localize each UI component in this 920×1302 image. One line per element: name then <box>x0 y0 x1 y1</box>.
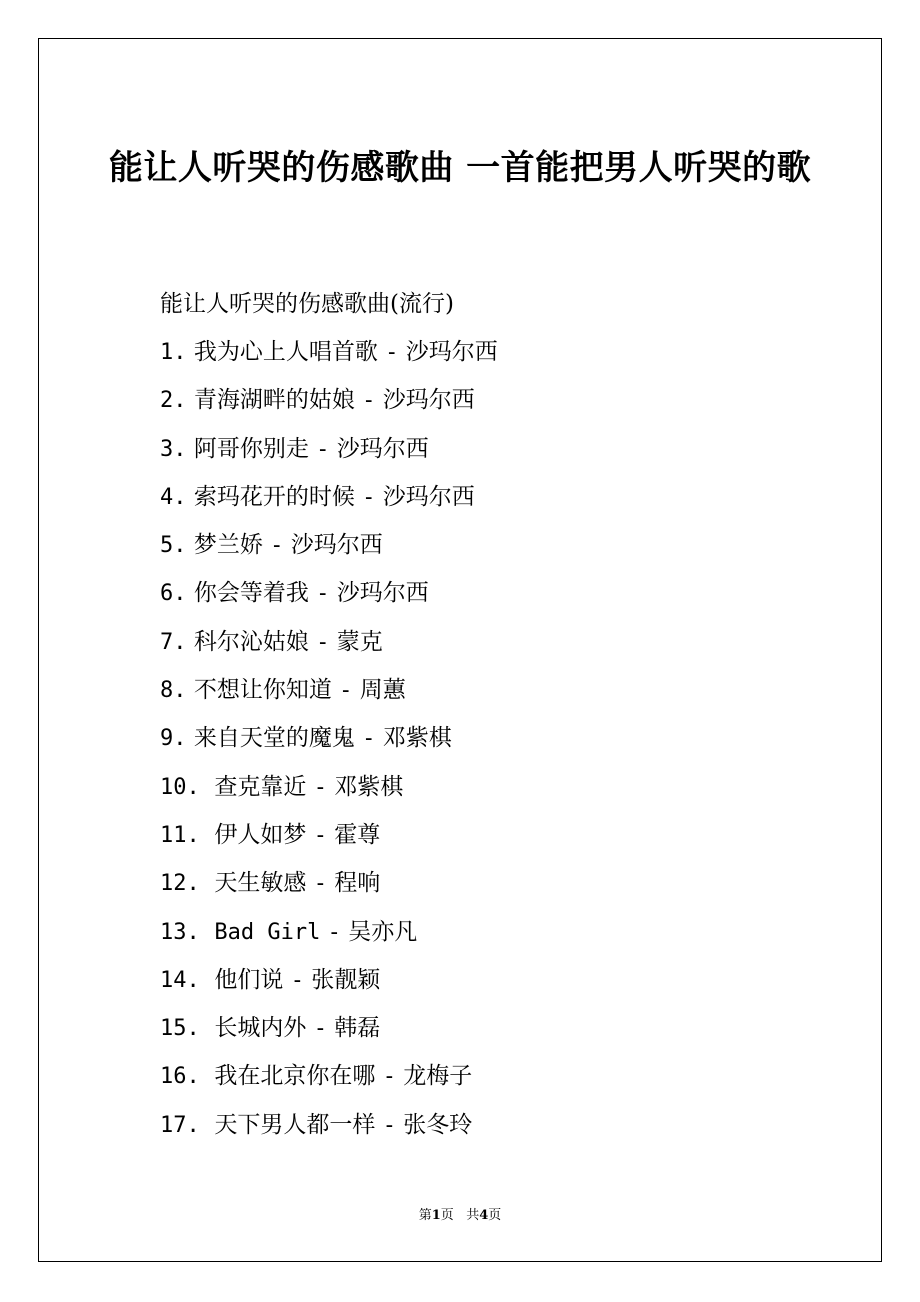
song-separator: - <box>362 726 376 752</box>
song-list-item <box>160 477 498 525</box>
song-title: 阿哥你别走 <box>193 435 309 462</box>
song-artist: 沙玛尔西 <box>336 435 429 462</box>
song-list-item <box>160 1008 498 1056</box>
song-artist: 程响 <box>334 870 381 897</box>
song-number: 6. <box>160 581 187 607</box>
song-artist: 沙玛尔西 <box>336 580 429 607</box>
song-title: 科尔沁姑娘 <box>193 628 309 655</box>
song-list-item <box>160 380 498 428</box>
song-separator: - <box>362 388 376 414</box>
song-artist: 龙梅子 <box>403 1063 473 1090</box>
song-title: 伊人如梦 <box>214 821 307 848</box>
song-title: 我为心上人唱首歌 <box>193 339 378 365</box>
list-heading: 能让人听哭的伤感歌曲(流行) <box>160 291 454 317</box>
footer-total-prefix: 共 <box>466 1208 480 1223</box>
song-number: 1. <box>160 340 187 365</box>
song-list-item <box>160 670 498 718</box>
song-artist: 邓紫棋 <box>382 725 452 752</box>
song-artist: 韩磊 <box>334 1015 381 1042</box>
song-number: 2. <box>160 388 187 414</box>
song-separator: - <box>313 822 327 848</box>
song-title: 查克靠近 <box>214 773 307 800</box>
song-separator: - <box>382 1112 396 1138</box>
song-separator: - <box>385 340 399 365</box>
song-artist: 蒙克 <box>336 628 383 655</box>
song-list <box>160 332 498 1153</box>
song-separator: - <box>313 774 327 800</box>
song-title: 我在北京你在哪 <box>214 1063 376 1090</box>
song-artist: 张靓颖 <box>311 966 381 993</box>
song-number: 13. <box>160 919 200 945</box>
footer-page-suffix: 页 <box>440 1208 454 1223</box>
song-title: 来自天堂的魔鬼 <box>193 725 355 752</box>
song-list-item <box>160 429 498 477</box>
song-number: 5. <box>160 533 187 559</box>
song-artist: 张冬玲 <box>403 1111 473 1138</box>
song-separator: - <box>316 581 330 607</box>
song-artist: 邓紫棋 <box>334 773 404 800</box>
page-footer <box>0 1206 920 1226</box>
song-list-item <box>160 863 498 911</box>
song-list-item <box>160 815 498 863</box>
song-title: 梦兰娇 <box>193 532 263 559</box>
song-list-item <box>160 573 498 621</box>
song-artist: 沙玛尔西 <box>382 483 475 510</box>
song-number: 17. <box>160 1112 200 1138</box>
song-separator: - <box>270 533 284 559</box>
song-list-item <box>160 332 498 380</box>
song-number: 9. <box>160 726 187 752</box>
song-separator: - <box>313 871 327 897</box>
song-number: 7. <box>160 629 187 655</box>
song-number: 8. <box>160 678 187 704</box>
song-list-item <box>160 622 498 670</box>
song-list-item <box>160 960 498 1008</box>
song-separator: - <box>327 919 341 945</box>
song-artist: 沙玛尔西 <box>290 532 383 559</box>
song-artist: 霍尊 <box>334 821 381 848</box>
song-separator: - <box>313 1016 327 1042</box>
song-title: 索玛花开的时候 <box>193 483 355 510</box>
song-number: 10. <box>160 774 200 800</box>
song-title: 你会等着我 <box>193 580 309 607</box>
song-number: 3. <box>160 436 187 462</box>
song-title: Bad Girl <box>214 919 321 945</box>
song-number: 15. <box>160 1016 200 1042</box>
song-title: 长城内外 <box>214 1015 307 1042</box>
song-number: 11. <box>160 822 200 848</box>
song-separator: - <box>290 967 304 993</box>
song-artist: 周蕙 <box>359 677 406 704</box>
footer-total-suffix: 页 <box>488 1208 502 1223</box>
song-title: 他们说 <box>214 966 284 993</box>
song-artist: 沙玛尔西 <box>405 339 498 365</box>
song-list-item <box>160 912 498 960</box>
song-number: 16. <box>160 1064 200 1090</box>
song-list-item <box>160 718 498 766</box>
song-list-item <box>160 1105 498 1153</box>
song-separator: - <box>339 678 353 704</box>
song-separator: - <box>316 629 330 655</box>
song-number: 4. <box>160 484 187 510</box>
song-separator: - <box>382 1064 396 1090</box>
song-number: 12. <box>160 871 200 897</box>
song-title: 天下男人都一样 <box>214 1111 376 1138</box>
song-artist: 吴亦凡 <box>348 918 418 945</box>
footer-current-page: 1 <box>431 1208 441 1223</box>
song-list-item <box>160 1056 498 1104</box>
song-list-item <box>160 525 498 573</box>
song-number: 14. <box>160 967 200 993</box>
song-separator: - <box>362 484 376 510</box>
song-artist: 沙玛尔西 <box>382 387 475 414</box>
song-separator: - <box>316 436 330 462</box>
song-title: 不想让你知道 <box>193 677 332 704</box>
document-title: 能让人听哭的伤感歌曲 一首能把男人听哭的歌 <box>108 148 812 188</box>
footer-page-prefix: 第 <box>418 1208 432 1223</box>
song-title: 天生敏感 <box>214 870 307 897</box>
footer-total-pages: 4 <box>479 1208 489 1223</box>
song-list-item <box>160 767 498 815</box>
song-title: 青海湖畔的姑娘 <box>193 387 355 414</box>
